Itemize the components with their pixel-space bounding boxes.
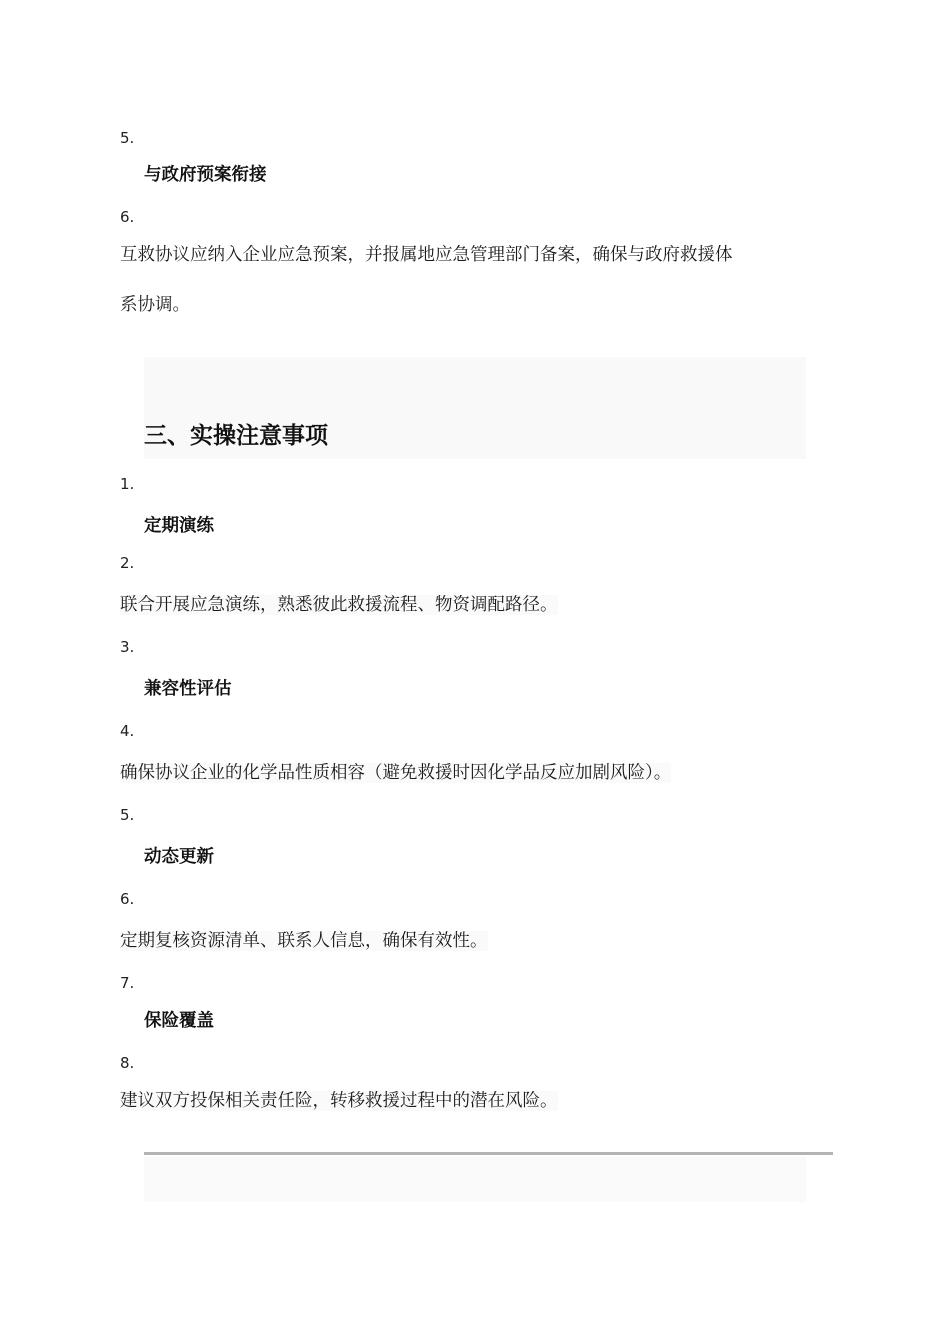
horizontal-rule <box>144 1152 833 1155</box>
subheading-dynamic-update: 动态更新 <box>144 847 214 867</box>
list-number: 6. <box>120 890 135 908</box>
list-number: 4. <box>120 722 135 740</box>
paragraph <box>120 593 558 617</box>
list-number: 2. <box>120 554 135 572</box>
paragraph-line: 互救协议应纳入企业应急预案，并报属地应急管理部门备案，确保与政府救援体 <box>120 245 733 265</box>
list-number: 5. <box>120 806 135 824</box>
subheading-government-plan: 与政府预案衔接 <box>144 165 267 185</box>
list-number: 3. <box>120 638 135 656</box>
subheading-insurance: 保险覆盖 <box>144 1011 214 1031</box>
paragraph <box>120 929 488 953</box>
paragraph <box>120 1089 558 1113</box>
list-number: 5. <box>120 129 135 147</box>
paragraph-line: 系协调。 <box>120 295 190 315</box>
section-heading: 三、实操注意事项 <box>144 423 328 449</box>
list-number: 6. <box>120 208 135 226</box>
subheading-regular-drills: 定期演练 <box>144 516 214 536</box>
footer-band <box>144 1157 806 1202</box>
list-number: 8. <box>120 1054 135 1072</box>
paragraph-text: 定期复核资源清单、联系人信息，确保有效性。 <box>120 931 488 951</box>
list-number: 1. <box>120 475 135 493</box>
paragraph-text: 确保协议企业的化学品性质相容（避免救援时因化学品反应加剧风险）。 <box>120 763 672 783</box>
paragraph-text: 联合开展应急演练，熟悉彼此救援流程、物资调配路径。 <box>120 595 558 615</box>
list-number: 7. <box>120 974 135 992</box>
subheading-compatibility: 兼容性评估 <box>144 679 232 699</box>
paragraph-text: 建议双方投保相关责任险，转移救援过程中的潜在风险。 <box>120 1091 558 1111</box>
paragraph <box>120 761 671 785</box>
